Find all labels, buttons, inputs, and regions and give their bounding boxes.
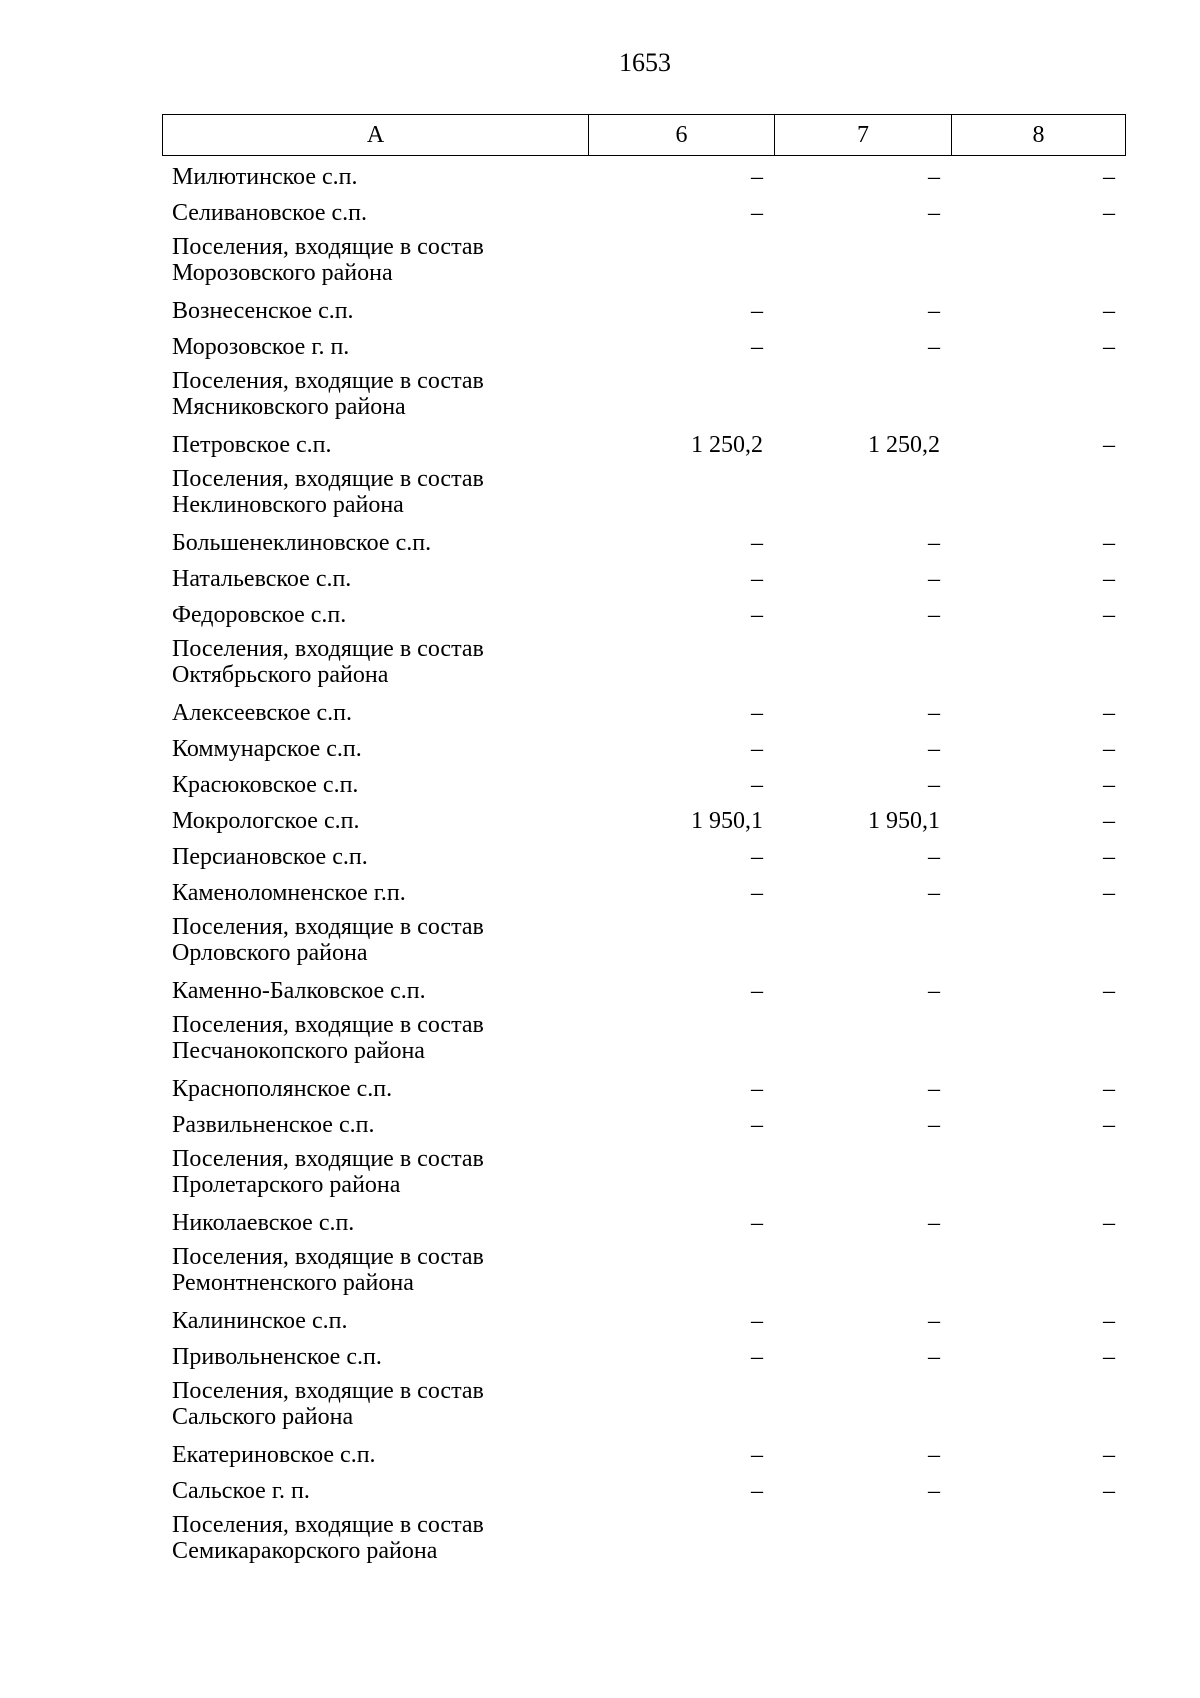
group-heading-row	[162, 1242, 1126, 1304]
group-heading-line2: Пролетарского района	[172, 1172, 401, 1198]
table-row	[162, 1340, 1126, 1376]
value-col-6: –	[751, 298, 763, 324]
table-row	[162, 1206, 1126, 1242]
page-number: 1653	[619, 48, 671, 77]
value-col-8: –	[1103, 164, 1115, 190]
table-row	[162, 840, 1126, 876]
settlement-name: Екатериновское с.п.	[172, 1442, 376, 1468]
value-col-6: –	[751, 566, 763, 592]
group-heading-line1: Поселения, входящие в состав	[172, 368, 484, 394]
value-col-8: –	[1103, 1076, 1115, 1102]
table-row	[162, 974, 1126, 1010]
table-row	[162, 196, 1126, 232]
group-heading	[162, 1144, 588, 1206]
settlement-name: Сальское г. п.	[172, 1478, 310, 1504]
settlement-name: Коммунарское с.п.	[172, 736, 362, 762]
group-heading-row	[162, 464, 1126, 526]
settlement-name: Вознесенское с.п.	[172, 298, 354, 324]
header-col-6: 6	[589, 115, 775, 155]
value-col-6: –	[751, 1112, 763, 1138]
table-row	[162, 330, 1126, 366]
group-heading-row	[162, 1376, 1126, 1438]
table-row	[162, 428, 1126, 464]
value-col-6: –	[751, 334, 763, 360]
table-row	[162, 732, 1126, 768]
group-heading-row	[162, 366, 1126, 428]
value-col-7: –	[928, 1076, 940, 1102]
value-col-8: –	[1103, 298, 1115, 324]
settlement-name: Персиановское с.п.	[172, 844, 368, 870]
value-col-6: –	[751, 1478, 763, 1504]
value-col-8: –	[1103, 880, 1115, 906]
value-col-8: –	[1103, 334, 1115, 360]
settlement-name: Милютинское с.п.	[172, 164, 358, 190]
value-col-7: –	[928, 880, 940, 906]
group-heading	[162, 1242, 588, 1304]
value-col-7: –	[928, 298, 940, 324]
group-heading	[162, 232, 588, 294]
value-col-7: –	[928, 700, 940, 726]
value-col-7: –	[928, 530, 940, 556]
table-row	[162, 598, 1126, 634]
settlement-name: Алексеевское с.п.	[172, 700, 352, 726]
value-col-7: –	[928, 1442, 940, 1468]
group-heading-line1: Поселения, входящие в состав	[172, 234, 484, 260]
value-col-8: –	[1103, 1112, 1115, 1138]
settlement-name: Федоровское с.п.	[172, 602, 347, 628]
group-heading-line2: Октябрьского района	[172, 662, 389, 688]
group-heading-line2: Ремонтненского района	[172, 1270, 414, 1296]
group-heading-line2: Песчанокопского района	[172, 1038, 425, 1064]
settlement-name: Привольненское с.п.	[172, 1344, 382, 1370]
value-col-8: –	[1103, 200, 1115, 226]
group-heading-row	[162, 232, 1126, 294]
group-heading-line2: Орловского района	[172, 940, 368, 966]
group-heading-line2: Семикаракорского района	[172, 1538, 438, 1564]
table-row	[162, 294, 1126, 330]
group-heading	[162, 1376, 588, 1438]
table-row	[162, 768, 1126, 804]
table-row	[162, 696, 1126, 732]
value-col-7: –	[928, 1308, 940, 1334]
value-col-6: –	[751, 164, 763, 190]
value-col-6: –	[751, 1076, 763, 1102]
settlement-name: Развильненское с.п.	[172, 1112, 375, 1138]
value-col-8: –	[1103, 566, 1115, 592]
table-row	[162, 876, 1126, 912]
table-row	[162, 1108, 1126, 1144]
table-header	[162, 114, 1126, 156]
table-row	[162, 1438, 1126, 1474]
group-heading-row	[162, 634, 1126, 696]
group-heading	[162, 912, 588, 974]
header-col-a: А	[163, 115, 589, 155]
value-col-7: –	[928, 772, 940, 798]
group-heading	[162, 634, 588, 696]
group-heading-line1: Поселения, входящие в состав	[172, 466, 484, 492]
value-col-6: –	[751, 1442, 763, 1468]
value-col-8: –	[1103, 978, 1115, 1004]
group-heading-row	[162, 1510, 1126, 1572]
group-heading-line1: Поселения, входящие в состав	[172, 1244, 484, 1270]
value-col-8: –	[1103, 602, 1115, 628]
table-row	[162, 1072, 1126, 1108]
value-col-8: –	[1103, 530, 1115, 556]
settlement-name: Большенеклиновское с.п.	[172, 530, 432, 556]
value-col-6: –	[751, 772, 763, 798]
value-col-6: 1 950,1	[691, 808, 763, 834]
value-col-7: –	[928, 566, 940, 592]
value-col-8: –	[1103, 1344, 1115, 1370]
value-col-8: –	[1103, 1210, 1115, 1236]
settlement-name: Николаевское с.п.	[172, 1210, 355, 1236]
settlement-name: Красюковское с.п.	[172, 772, 359, 798]
table-row	[162, 526, 1126, 562]
value-col-7: –	[928, 602, 940, 628]
value-col-8: –	[1103, 736, 1115, 762]
table-row	[162, 160, 1126, 196]
value-col-7: –	[928, 736, 940, 762]
settlement-name: Натальевское с.п.	[172, 566, 352, 592]
value-col-6: –	[751, 880, 763, 906]
table-row	[162, 1304, 1126, 1340]
group-heading	[162, 366, 588, 428]
value-col-7: –	[928, 1344, 940, 1370]
settlement-name: Каменно-Балковское с.п.	[172, 978, 426, 1004]
settlement-name: Калининское с.п.	[172, 1308, 348, 1334]
value-col-8: –	[1103, 700, 1115, 726]
value-col-6: –	[751, 200, 763, 226]
table-body	[162, 160, 1126, 1572]
group-heading-line2: Сальского района	[172, 1404, 354, 1430]
header-col-7: 7	[775, 115, 952, 155]
settlement-name: Селивановское с.п.	[172, 200, 368, 226]
value-col-7: –	[928, 1478, 940, 1504]
group-heading-line2: Мясниковского района	[172, 394, 406, 420]
settlement-name: Мокрологское с.п.	[172, 808, 360, 834]
group-heading-line1: Поселения, входящие в состав	[172, 1012, 484, 1038]
value-col-8: –	[1103, 432, 1115, 458]
value-col-7: 1 950,1	[868, 808, 940, 834]
value-col-6: –	[751, 1210, 763, 1236]
value-col-7: 1 250,2	[868, 432, 940, 458]
value-col-6: –	[751, 530, 763, 556]
group-heading-line1: Поселения, входящие в состав	[172, 1512, 484, 1538]
table-row	[162, 1474, 1126, 1510]
value-col-8: –	[1103, 808, 1115, 834]
group-heading-line1: Поселения, входящие в состав	[172, 1378, 484, 1404]
group-heading	[162, 464, 588, 526]
group-heading-line1: Поселения, входящие в состав	[172, 914, 484, 940]
group-heading-row	[162, 912, 1126, 974]
group-heading-row	[162, 1144, 1126, 1206]
group-heading	[162, 1510, 588, 1572]
value-col-7: –	[928, 1112, 940, 1138]
value-col-8: –	[1103, 1308, 1115, 1334]
value-col-7: –	[928, 164, 940, 190]
value-col-6: –	[751, 700, 763, 726]
value-col-6: –	[751, 1308, 763, 1334]
group-heading-line1: Поселения, входящие в состав	[172, 636, 484, 662]
value-col-8: –	[1103, 772, 1115, 798]
value-col-6: –	[751, 1344, 763, 1370]
value-col-7: –	[928, 844, 940, 870]
group-heading-line1: Поселения, входящие в состав	[172, 1146, 484, 1172]
value-col-6: –	[751, 978, 763, 1004]
value-col-6: 1 250,2	[691, 432, 763, 458]
value-col-7: –	[928, 334, 940, 360]
settlement-name: Каменоломненское г.п.	[172, 880, 406, 906]
value-col-6: –	[751, 602, 763, 628]
value-col-6: –	[751, 736, 763, 762]
table-row	[162, 562, 1126, 598]
value-col-6: –	[751, 844, 763, 870]
settlement-name: Петровское с.п.	[172, 432, 332, 458]
header-col-8: 8	[1032, 121, 1045, 148]
value-col-8: –	[1103, 1442, 1115, 1468]
settlement-name: Краснополянское с.п.	[172, 1076, 393, 1102]
value-col-8: –	[1103, 1478, 1115, 1504]
value-col-7: –	[928, 200, 940, 226]
table-row	[162, 804, 1126, 840]
group-heading-row	[162, 1010, 1126, 1072]
group-heading	[162, 1010, 588, 1072]
value-col-7: –	[928, 1210, 940, 1236]
group-heading-line2: Морозовского района	[172, 260, 393, 286]
value-col-8: –	[1103, 844, 1115, 870]
value-col-7: –	[928, 978, 940, 1004]
settlement-name: Морозовское г. п.	[172, 334, 350, 360]
group-heading-line2: Неклиновского района	[172, 492, 404, 518]
